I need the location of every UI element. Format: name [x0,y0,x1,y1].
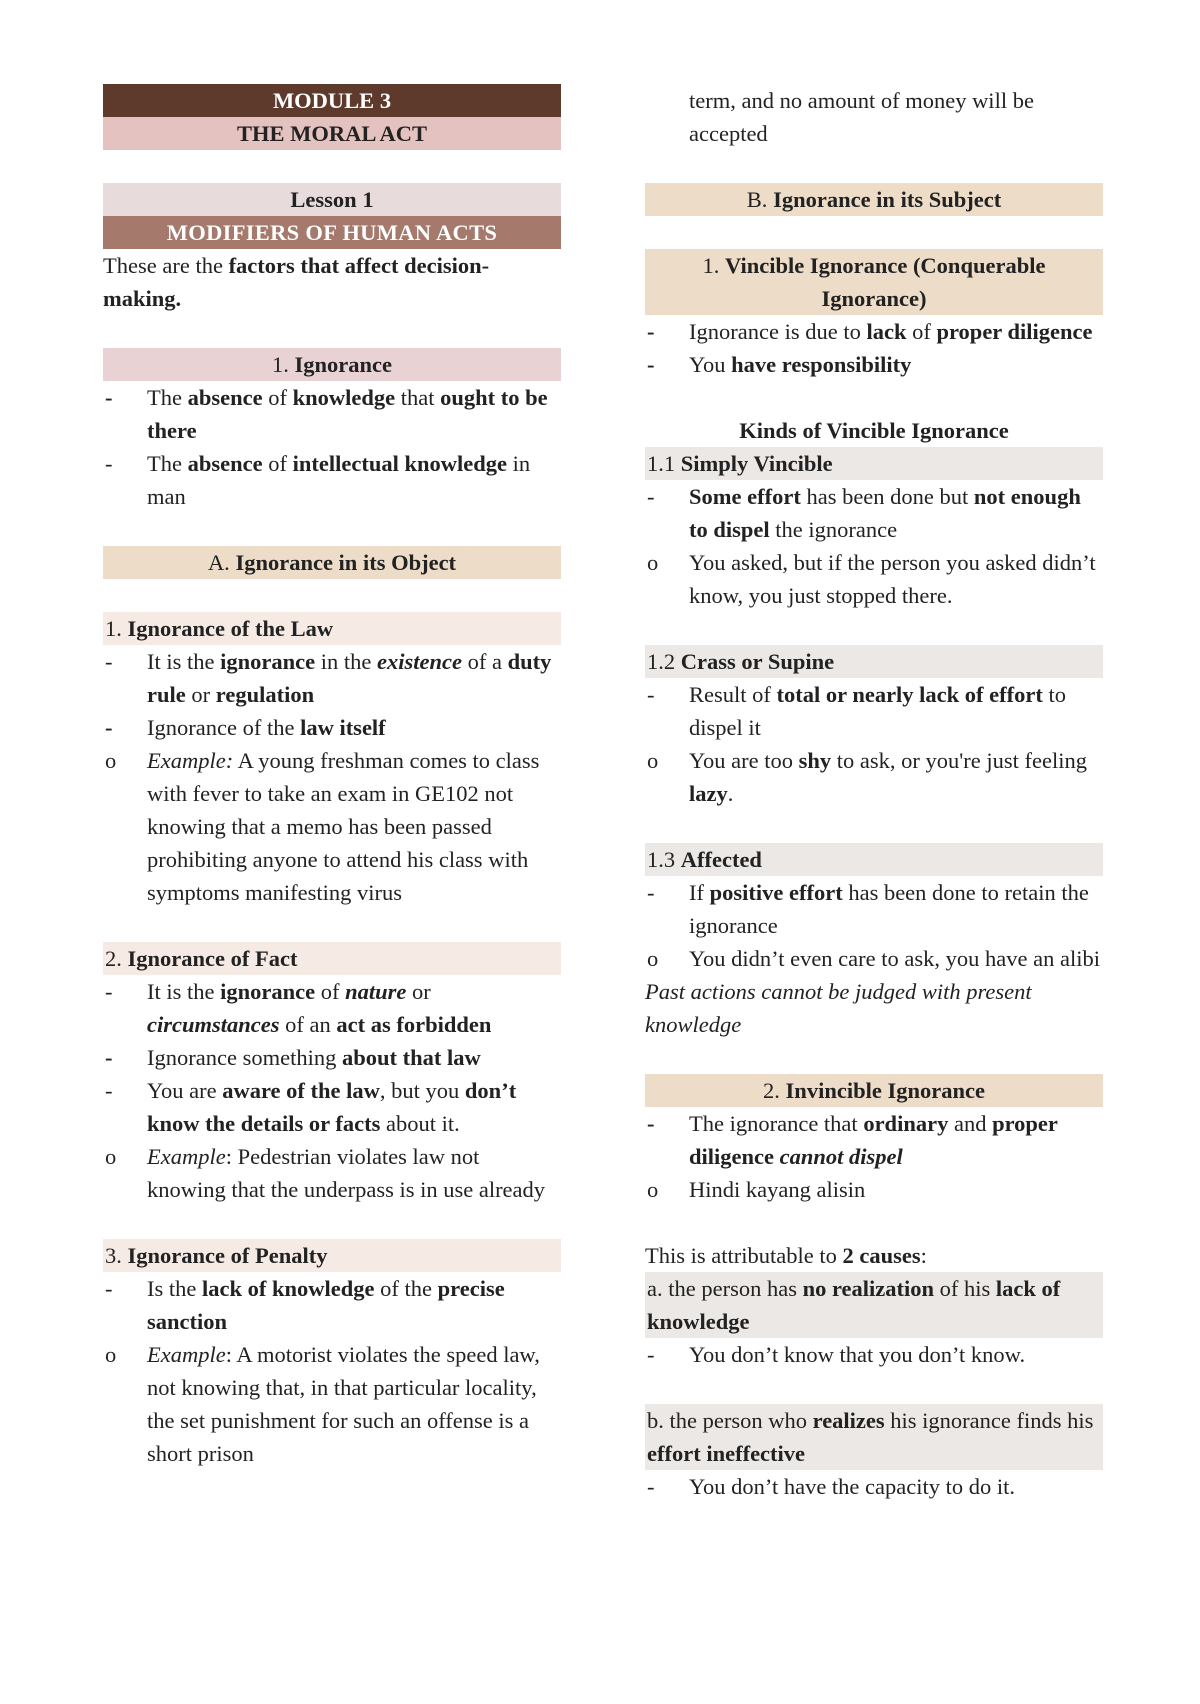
ignorance-fact-heading: 2. Ignorance of Fact [103,942,561,975]
list-item: - It is the ignorance of nature or circumstances of an act as forbidden [103,975,561,1041]
list-item: - Is the lack of knowledge of the precise sanction [103,1272,561,1338]
dash-marker: - [647,319,655,344]
cause-a: a. the person has no realization of his lack of knowledge [645,1272,1103,1338]
crass-supine-heading: 1.2 Crass or Supine [645,645,1103,678]
ignorance-law-heading: 1. Ignorance of the Law [103,612,561,645]
left-column [103,84,561,1470]
dash-marker: - [647,484,655,509]
example-item: o Hindi kayang alisin [645,1173,1103,1206]
dash-marker: - [105,649,113,674]
ignorance-penalty-heading: 3. Ignorance of Penalty [103,1239,561,1272]
bullet-marker: o [647,946,659,971]
ignorance-subject-heading: B. Ignorance in its Subject [645,183,1103,216]
list-item: - The absence of intellectual knowledge in man [103,447,561,513]
past-actions-note: Past actions cannot be judged with present knowledge [645,979,1032,1037]
list-item: - It is the ignorance in the existence of a duty rule or regulation [103,645,561,711]
invincible-ignorance-heading: 2. Invincible Ignorance [645,1074,1103,1107]
dash-marker: - [647,352,655,377]
ignorance-object-heading: A. Ignorance in its Object [103,546,561,579]
list-item: - Some effort has been done but not enough to dispel the ignorance [645,480,1103,546]
example-item: o You asked, but if the person you asked didn’t know, you just stopped there. [645,546,1103,612]
list-item: - The absence of knowledge that ought to be there [103,381,561,447]
cause-b: b. the person who realizes his ignorance finds his effort ineffective [645,1404,1103,1470]
example-item: o Example: A young freshman comes to class with fever to take an exam in GE102 not knowing that a memo has been passed prohibiting anyone to attend his class with symptoms manifesting virus [103,744,561,909]
list-item: - You don’t know that you don’t know. [645,1338,1103,1371]
list-item: - If positive effort has been done to retain the ignorance [645,876,1103,942]
vincible-ignorance-heading: 1. Vincible Ignorance (Conquerable Ignorance) [645,249,1103,315]
dash-marker: - [647,1342,655,1367]
example-item: o You didn’t even care to ask, you have an alibi [645,942,1103,975]
simply-vincible-heading: 1.1 Simply Vincible [645,447,1103,480]
dash-marker: - [647,880,655,905]
bullet-marker: o [647,550,659,575]
list-item: - Result of total or nearly lack of effort to dispel it [645,678,1103,744]
dash-marker: - [105,1045,113,1070]
affected-heading: 1.3 Affected [645,843,1103,876]
dash-marker: - [647,682,655,707]
list-item: - You are aware of the law, but you don’t know the details or facts about it. [103,1074,561,1140]
list-item: - Ignorance is due to lack of proper diligence [645,315,1103,348]
example-item: o You are too shy to ask, or you're just feeling lazy. [645,744,1103,810]
bullet-marker: o [647,748,659,773]
right-column [645,84,1103,1503]
intro-paragraph: These are the factors that affect decision-making. [103,253,490,311]
list-item: - The ignorance that ordinary and proper diligence cannot dispel [645,1107,1103,1173]
continued-text: term, and no amount of money will be accepted [689,88,1034,146]
bullet-marker: o [105,1144,117,1169]
lesson-label: Lesson 1 [103,183,561,216]
dash-marker: - [105,451,113,476]
dash-marker: - [647,1111,655,1136]
module-title: THE MORAL ACT [103,117,561,150]
dash-marker: - [105,1078,113,1103]
dash-marker: - [105,385,113,410]
bullet-marker: o [105,1342,117,1367]
bullet-marker: o [105,748,117,773]
list-item: - Ignorance of the law itself [103,711,561,744]
dash-marker: - [647,1474,655,1499]
list-item: - Ignorance something about that law [103,1041,561,1074]
dash-marker: - [105,979,113,1004]
example-item: o Example: Pedestrian violates law not knowing that the underpass is in use already [103,1140,561,1206]
kinds-title: Kinds of Vincible Ignorance [739,418,1009,443]
list-item: - You don’t have the capacity to do it. [645,1470,1103,1503]
bullet-marker: o [647,1177,659,1202]
example-item: o Example: A motorist violates the speed law, not knowing that, in that particular locality, the set punishment for such an offense is a short prison [103,1338,561,1470]
module-label: MODULE 3 [103,84,561,117]
dash-marker: - [105,1276,113,1301]
list-item: - You have responsibility [645,348,1103,381]
section-ignorance-heading: 1. Ignorance [103,348,561,381]
causes-intro: This is attributable to 2 causes: [645,1243,927,1268]
dash-marker: - [105,715,113,740]
lesson-title: MODIFIERS OF HUMAN ACTS [103,216,561,249]
